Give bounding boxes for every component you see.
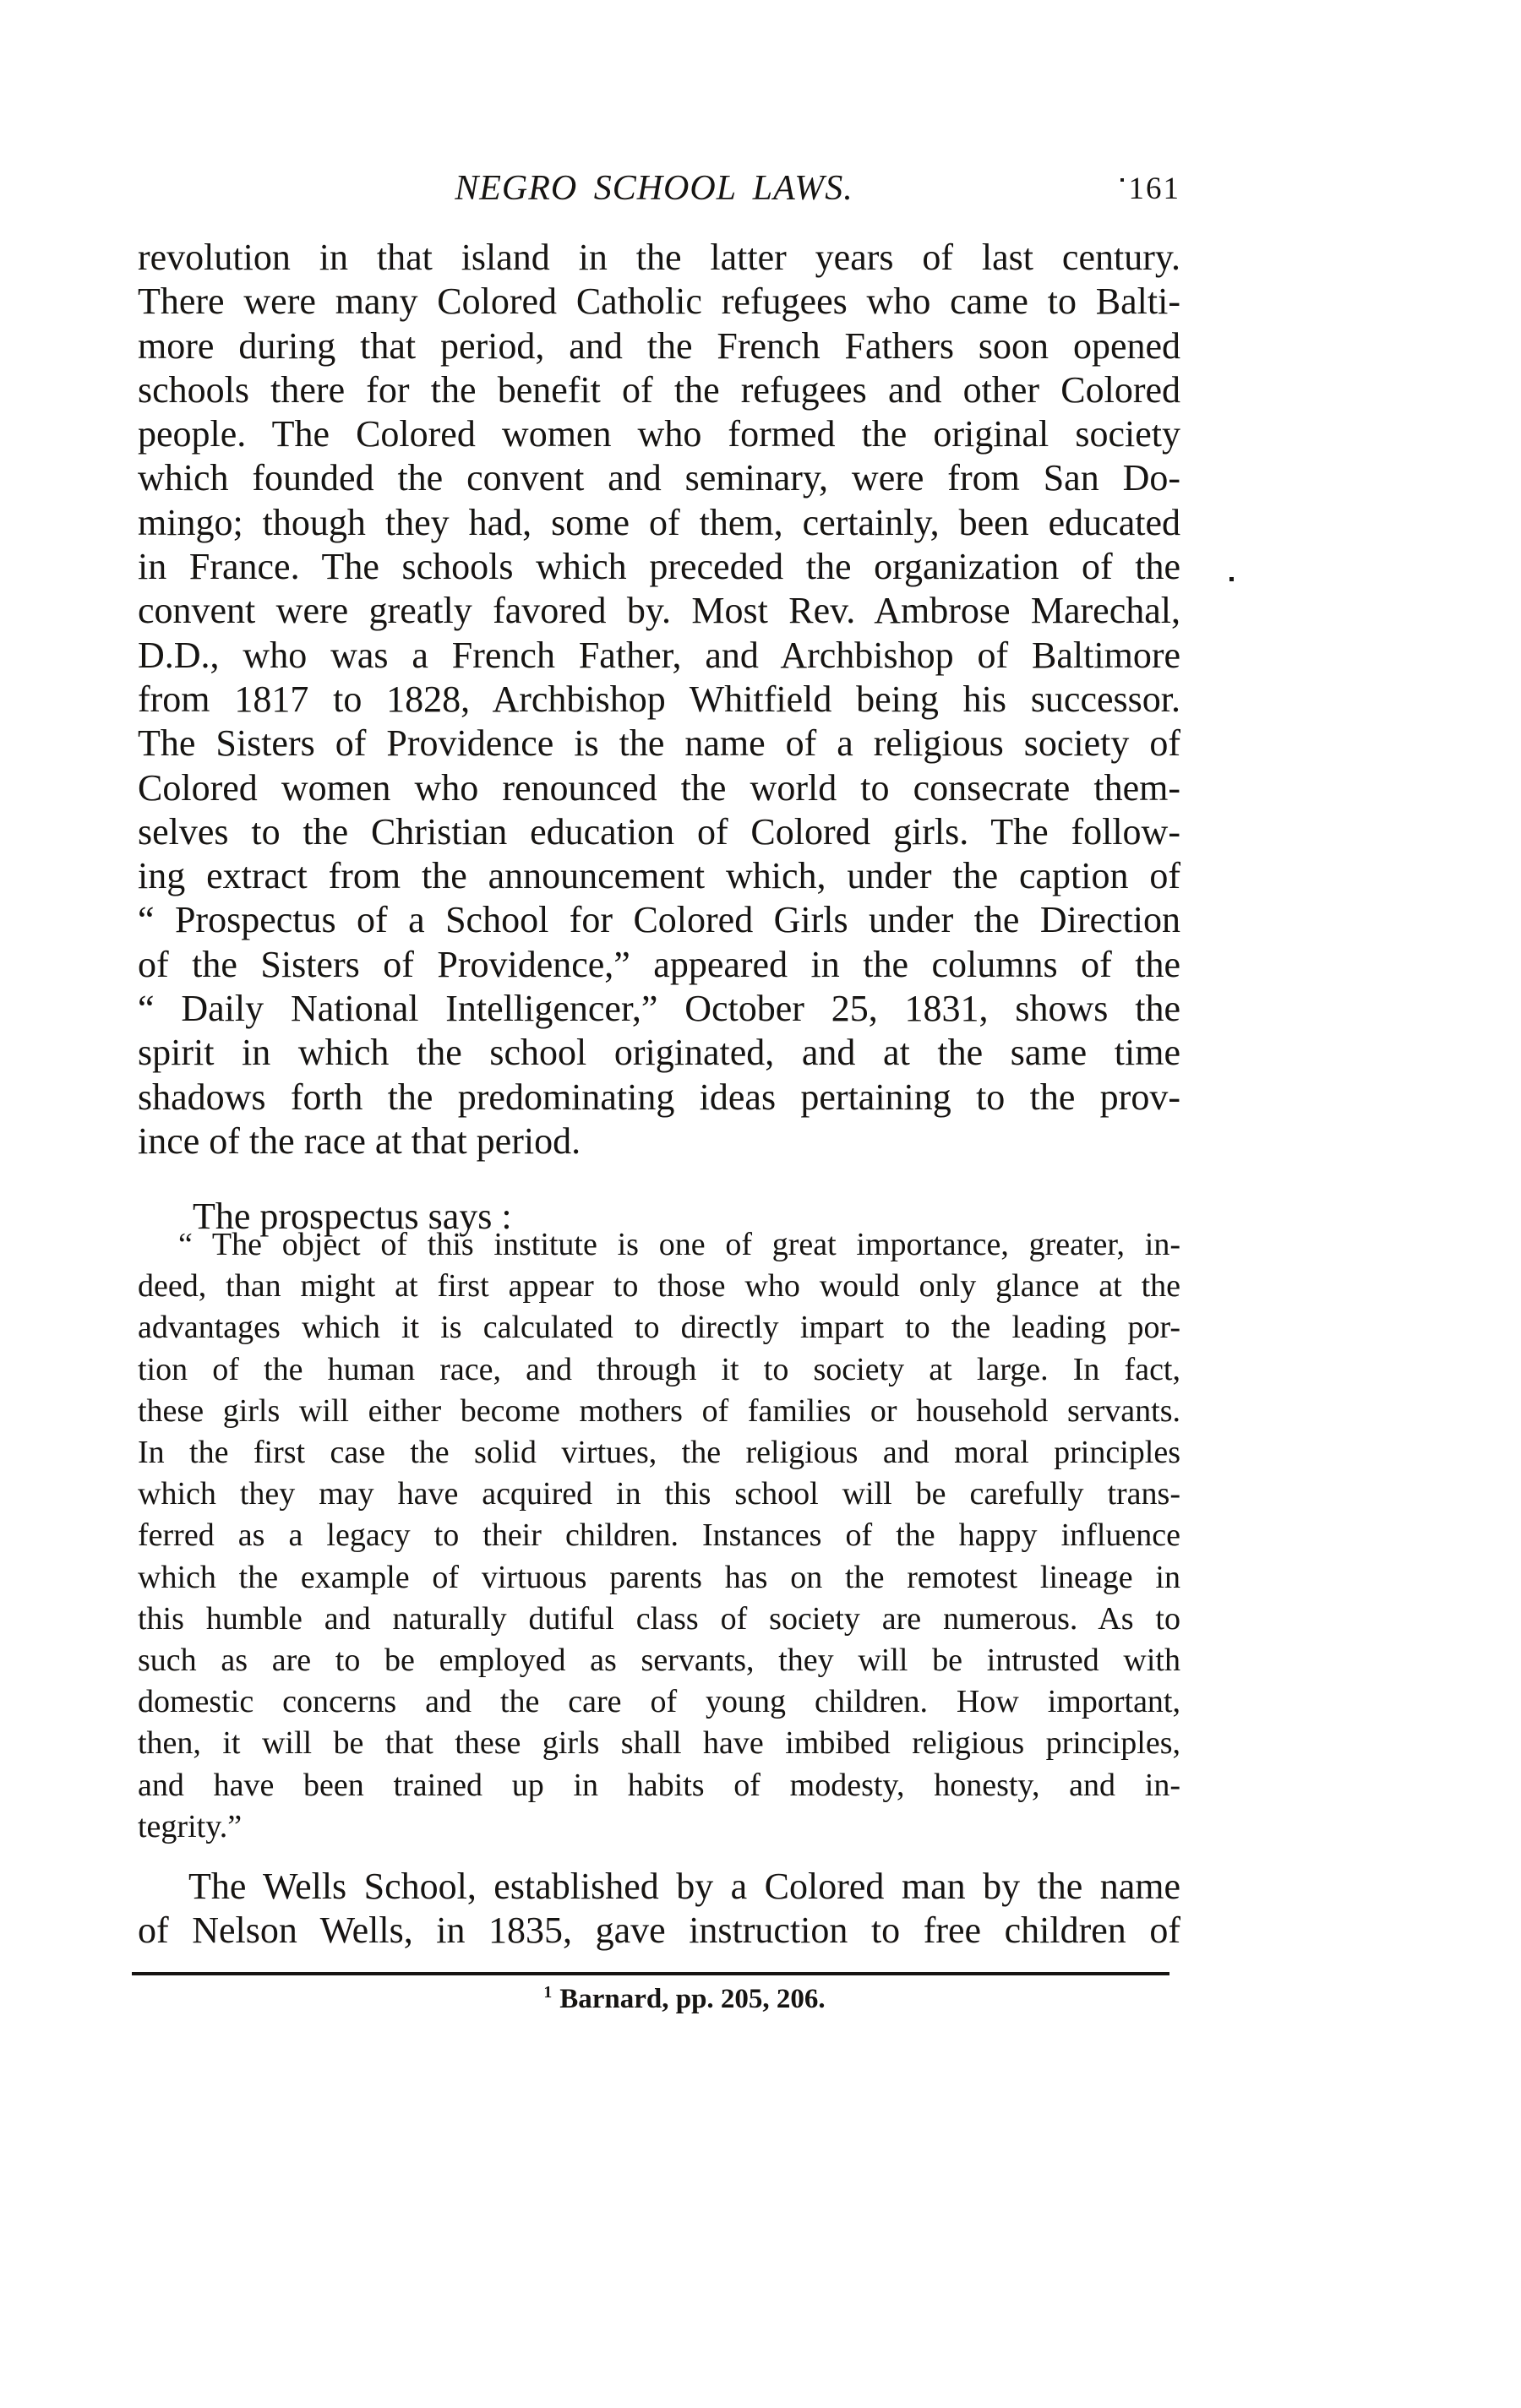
footnote-rule (132, 1972, 1169, 1975)
text-line: which the example of virtuous parents has on the remotest lineage in (138, 1559, 1180, 1595)
text-line: The Wells School, established by a Colored man by the name (188, 1866, 1180, 1907)
footnote-marker: 1 (543, 1983, 553, 2002)
text-line: domestic concerns and the care of young children. How important, (138, 1684, 1180, 1720)
footnote (138, 1983, 1180, 2017)
text-line: D.D., who was a French Father, and Archbishop of Baltimore (138, 634, 1180, 676)
text-line: ince of the race at that period. (138, 1120, 581, 1162)
text-line: this humble and naturally dutiful class of society are numerous. As to (138, 1600, 1180, 1637)
text-line: tegrity.” (138, 1808, 243, 1844)
scan-speck (1229, 577, 1234, 581)
text-line: ing extract from the announcement which, under the caption of (138, 855, 1180, 897)
text-line: such as are to be employed as servants, they will be intrusted with (138, 1643, 1180, 1679)
text-line: In the first case the solid virtues, the religious and moral principles (138, 1435, 1180, 1471)
text-line: There were many Colored Catholic refugees who came to Balti- (138, 281, 1180, 323)
closing-paragraph (138, 1865, 1180, 1953)
text-line: and have been trained up in habits of modesty, honesty, and in- (138, 1767, 1180, 1803)
text-line: tion of the human race, and through it to society at large. In fact, (138, 1351, 1180, 1387)
text-line: people. The Colored women who formed the original society (138, 413, 1180, 455)
text-line: of Nelson Wells, in 1835, gave instruction to free children of (138, 1910, 1180, 1952)
main-paragraph (138, 236, 1180, 1163)
page-number: 161 (1128, 172, 1180, 206)
text-line: these girls will either become mothers of families or household servants. (138, 1392, 1180, 1429)
text-line: more during that period, and the French Fathers soon opened (138, 324, 1180, 367)
text-line: which they may have acquired in this school will be carefully trans- (138, 1476, 1180, 1512)
text-line: The Sisters of Providence is the name of a religious society of (138, 722, 1180, 765)
text-line: “ Prospectus of a School for Colored Girls under the Direction (138, 899, 1180, 941)
prospectus-lead-line: The prospectus says : (193, 1196, 512, 1237)
running-head (138, 171, 1180, 230)
text-line: Colored women who renounced the world to consecrate them- (138, 766, 1180, 809)
text-line: which founded the convent and seminary, were from San Do- (138, 457, 1180, 499)
text-line: deed, than might at first appear to those who would only glance at the (138, 1268, 1180, 1305)
text-line: selves to the Christian education of Colored girls. The follow- (138, 810, 1180, 853)
scan-speck (1120, 178, 1124, 182)
text-line: then, it will be that these girls shall have imbibed religious principles, (138, 1725, 1180, 1762)
text-line: spirit in which the school originated, and at the same time (138, 1032, 1180, 1074)
text-line: in France. The schools which preceded the organization of the (138, 546, 1180, 588)
text-line: convent were greatly favored by. Most Rev. Ambrose Marechal, (138, 590, 1180, 632)
text-line: advantages which it is calculated to directly impart to the leading por- (138, 1310, 1180, 1346)
text-line: schools there for the benefit of the refugees and other Colored (138, 368, 1180, 411)
text-line: shadows forth the predominating ideas pertaining to the prov- (138, 1076, 1180, 1118)
footnote-text: Barnard, pp. 205, 206. (559, 1984, 826, 2014)
text-line: revolution in that island in the latter years of last century. (138, 237, 1180, 278)
text-line: mingo; though they had, some of them, certainly, been educated (138, 501, 1180, 543)
text-line: “ The object of this institute is one of great importance, greater, in- (178, 1227, 1180, 1262)
prospectus-quote-paragraph (138, 1224, 1180, 1848)
text-line: of the Sisters of Providence,” appeared in the columns of the (138, 943, 1180, 985)
running-title: NEGRO SCHOOL LAWS. (455, 169, 853, 208)
text-line: from 1817 to 1828, Archbishop Whitfield being his successor. (138, 678, 1180, 720)
text-line: ferred as a legacy to their children. Instances of the happy influence (138, 1517, 1180, 1554)
text-line: “ Daily National Intelligencer,” October 25, 1831, shows the (138, 988, 1180, 1030)
